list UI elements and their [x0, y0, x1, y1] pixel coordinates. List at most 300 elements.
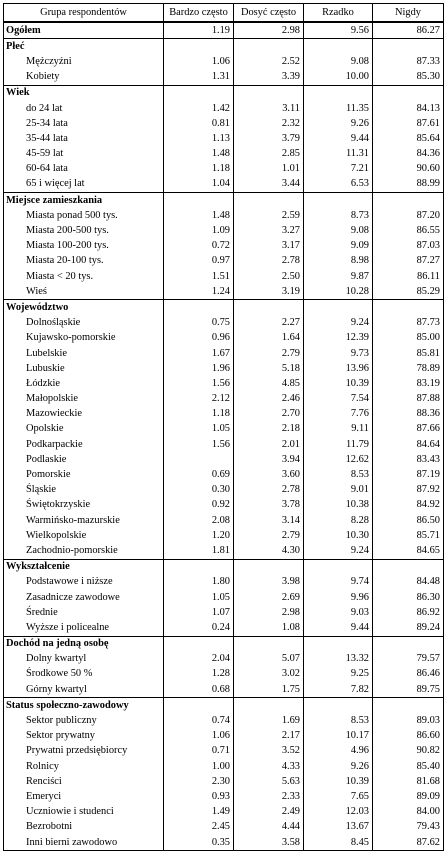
- cell-value: 11.35: [304, 101, 373, 116]
- row-label: Miasta < 20 tys.: [4, 269, 164, 284]
- cell-value: 9.11: [304, 422, 373, 437]
- table-row: [4, 483, 444, 498]
- cell-value: 87.73: [373, 316, 444, 331]
- table-row: [4, 392, 444, 407]
- row-label: Środkowe 50 %: [4, 667, 164, 682]
- table-row: [4, 744, 444, 759]
- row-label: Lubelskie: [4, 346, 164, 361]
- cell-value: 9.01: [304, 483, 373, 498]
- cell-value: 87.03: [373, 239, 444, 254]
- table-row: [4, 101, 444, 116]
- cell-value: 1.42: [164, 101, 234, 116]
- row-label: Zasadnicze zawodowe: [4, 590, 164, 605]
- row-label: Podstawowe i niższe: [4, 575, 164, 590]
- cell-value: 86.27: [373, 22, 444, 39]
- table-row: [4, 177, 444, 193]
- empty-cell: [373, 636, 444, 652]
- cell-value: 86.55: [373, 223, 444, 238]
- cell-value: 4.30: [234, 543, 304, 559]
- group-header-row: [4, 636, 444, 652]
- row-label: Sektor publiczny: [4, 713, 164, 728]
- table-row: [4, 528, 444, 543]
- table-row: [4, 667, 444, 682]
- cell-value: 0.74: [164, 713, 234, 728]
- cell-value: 88.99: [373, 177, 444, 193]
- cell-value: 84.00: [373, 805, 444, 820]
- cell-value: 88.36: [373, 407, 444, 422]
- cell-value: 79.43: [373, 820, 444, 835]
- row-label: do 24 lat: [4, 101, 164, 116]
- table-row: [4, 682, 444, 698]
- cell-value: 0.72: [164, 239, 234, 254]
- row-label: Sektor prywatny: [4, 729, 164, 744]
- cell-value: 0.93: [164, 789, 234, 804]
- row-label: Podkarpackie: [4, 437, 164, 452]
- table-row: [4, 131, 444, 146]
- cell-value: 8.53: [304, 467, 373, 482]
- table-row: [4, 422, 444, 437]
- cell-value: 10.39: [304, 376, 373, 391]
- cell-value: 3.17: [234, 239, 304, 254]
- cell-value: 1.56: [164, 437, 234, 452]
- cell-value: 87.66: [373, 422, 444, 437]
- row-label: Uczniowie i studenci: [4, 805, 164, 820]
- cell-value: 12.62: [304, 452, 373, 467]
- table-row: [4, 620, 444, 636]
- group-title: Status społeczno-zawodowy: [4, 698, 164, 714]
- row-label: Wyższe i policealne: [4, 620, 164, 636]
- empty-cell: [373, 193, 444, 209]
- table-row: [4, 162, 444, 177]
- cell-value: 9.08: [304, 223, 373, 238]
- empty-cell: [304, 698, 373, 714]
- cell-value: 11.31: [304, 147, 373, 162]
- table-row: [4, 437, 444, 452]
- cell-value: 84.36: [373, 147, 444, 162]
- cell-value: 8.98: [304, 254, 373, 269]
- group-title: Województwo: [4, 300, 164, 316]
- cell-value: 10.30: [304, 528, 373, 543]
- cell-value: 1.48: [164, 147, 234, 162]
- cell-value: 7.54: [304, 392, 373, 407]
- group-title: Miejsce zamieszkania: [4, 193, 164, 209]
- cell-value: 89.03: [373, 713, 444, 728]
- table-row: [4, 361, 444, 376]
- cell-value: [164, 452, 234, 467]
- header-group: Grupa respondentów: [4, 4, 164, 23]
- total-label: Ogółem: [4, 22, 164, 39]
- cell-value: 4.44: [234, 820, 304, 835]
- table-container: [3, 3, 444, 851]
- cell-value: 0.35: [164, 835, 234, 851]
- cell-value: 2.79: [234, 528, 304, 543]
- cell-value: 1.96: [164, 361, 234, 376]
- cell-value: 2.30: [164, 774, 234, 789]
- cell-value: 85.40: [373, 759, 444, 774]
- row-label: Śląskie: [4, 483, 164, 498]
- cell-value: 2.59: [234, 208, 304, 223]
- cell-value: 2.78: [234, 254, 304, 269]
- row-label: Małopolskie: [4, 392, 164, 407]
- cell-value: 1.09: [164, 223, 234, 238]
- table-row: [4, 223, 444, 238]
- row-label: Dolnośląskie: [4, 316, 164, 331]
- cell-value: 90.82: [373, 744, 444, 759]
- cell-value: 13.32: [304, 652, 373, 667]
- cell-value: 1.01: [234, 162, 304, 177]
- empty-cell: [164, 300, 234, 316]
- cell-value: 10.00: [304, 70, 373, 86]
- cell-value: 1.00: [164, 759, 234, 774]
- cell-value: 3.52: [234, 744, 304, 759]
- empty-cell: [373, 300, 444, 316]
- cell-value: 10.38: [304, 498, 373, 513]
- cell-value: 89.24: [373, 620, 444, 636]
- empty-cell: [234, 698, 304, 714]
- table-row: [4, 254, 444, 269]
- table-row: [4, 376, 444, 391]
- cell-value: 4.85: [234, 376, 304, 391]
- cell-value: 0.69: [164, 467, 234, 482]
- row-label: Lubuskie: [4, 361, 164, 376]
- cell-value: 0.30: [164, 483, 234, 498]
- cell-value: 83.43: [373, 452, 444, 467]
- row-label: Świętokrzyskie: [4, 498, 164, 513]
- empty-cell: [234, 300, 304, 316]
- cell-value: 87.20: [373, 208, 444, 223]
- empty-cell: [373, 698, 444, 714]
- group-title: Wykształcenie: [4, 559, 164, 575]
- cell-value: 2.98: [234, 605, 304, 620]
- row-label: Prywatni przedsiębiorcy: [4, 744, 164, 759]
- cell-value: 0.68: [164, 682, 234, 698]
- row-label: 25-34 lata: [4, 116, 164, 131]
- cell-value: 8.45: [304, 835, 373, 851]
- cell-value: 87.27: [373, 254, 444, 269]
- row-label: Miasta 200-500 tys.: [4, 223, 164, 238]
- cell-value: 1.04: [164, 177, 234, 193]
- cell-value: 87.88: [373, 392, 444, 407]
- cell-value: 87.33: [373, 54, 444, 69]
- group-title: Płeć: [4, 39, 164, 55]
- row-label: Pomorskie: [4, 467, 164, 482]
- table-row: [4, 116, 444, 131]
- header-never: Nigdy: [373, 4, 444, 23]
- row-label: Renciści: [4, 774, 164, 789]
- cell-value: 2.33: [234, 789, 304, 804]
- row-label: Warmińsko-mazurskie: [4, 513, 164, 528]
- cell-value: 1.08: [234, 620, 304, 636]
- row-label: Mazowieckie: [4, 407, 164, 422]
- cell-value: 1.05: [164, 422, 234, 437]
- table-row: [4, 713, 444, 728]
- cell-value: 0.81: [164, 116, 234, 131]
- cell-value: 2.04: [164, 652, 234, 667]
- cell-value: 1.24: [164, 284, 234, 300]
- cell-value: 12.39: [304, 331, 373, 346]
- row-label: Mężczyźni: [4, 54, 164, 69]
- empty-cell: [234, 636, 304, 652]
- row-label: Dolny kwartyl: [4, 652, 164, 667]
- empty-cell: [234, 85, 304, 101]
- cell-value: 0.96: [164, 331, 234, 346]
- cell-value: 13.67: [304, 820, 373, 835]
- empty-cell: [373, 85, 444, 101]
- table-row: [4, 835, 444, 851]
- group-header-row: [4, 193, 444, 209]
- table-row: [4, 208, 444, 223]
- cell-value: 86.60: [373, 729, 444, 744]
- cell-value: 89.09: [373, 789, 444, 804]
- empty-cell: [234, 39, 304, 55]
- cell-value: 4.33: [234, 759, 304, 774]
- cell-value: 78.89: [373, 361, 444, 376]
- empty-cell: [164, 636, 234, 652]
- cell-value: 2.49: [234, 805, 304, 820]
- cell-value: 10.17: [304, 729, 373, 744]
- row-label: Bezrobotni: [4, 820, 164, 835]
- table-row: [4, 54, 444, 69]
- row-label: Emeryci: [4, 789, 164, 804]
- table-row: [4, 407, 444, 422]
- table-body: [4, 22, 444, 851]
- total-row: [4, 22, 444, 39]
- cell-value: 9.26: [304, 759, 373, 774]
- cell-value: 81.68: [373, 774, 444, 789]
- cell-value: 3.60: [234, 467, 304, 482]
- group-header-row: [4, 39, 444, 55]
- cell-value: 9.08: [304, 54, 373, 69]
- row-label: Górny kwartyl: [4, 682, 164, 698]
- row-label: Rolnicy: [4, 759, 164, 774]
- table-row: [4, 269, 444, 284]
- table-row: [4, 820, 444, 835]
- cell-value: 79.57: [373, 652, 444, 667]
- cell-value: 2.12: [164, 392, 234, 407]
- cell-value: 3.58: [234, 835, 304, 851]
- cell-value: 1.31: [164, 70, 234, 86]
- empty-cell: [234, 193, 304, 209]
- cell-value: 86.50: [373, 513, 444, 528]
- header-row: [4, 4, 444, 23]
- cell-value: 0.97: [164, 254, 234, 269]
- row-label: Średnie: [4, 605, 164, 620]
- cell-value: 2.27: [234, 316, 304, 331]
- table-row: [4, 284, 444, 300]
- cell-value: 9.09: [304, 239, 373, 254]
- table-row: [4, 452, 444, 467]
- cell-value: 86.92: [373, 605, 444, 620]
- table-row: [4, 805, 444, 820]
- table-row: [4, 346, 444, 361]
- empty-cell: [164, 85, 234, 101]
- cell-value: 1.20: [164, 528, 234, 543]
- cell-value: 7.82: [304, 682, 373, 698]
- cell-value: 1.69: [234, 713, 304, 728]
- cell-value: 1.81: [164, 543, 234, 559]
- cell-value: 2.45: [164, 820, 234, 835]
- cell-value: 85.29: [373, 284, 444, 300]
- cell-value: 9.44: [304, 620, 373, 636]
- cell-value: 2.70: [234, 407, 304, 422]
- cell-value: 9.24: [304, 316, 373, 331]
- row-label: Kujawsko-pomorskie: [4, 331, 164, 346]
- row-label: 65 i więcej lat: [4, 177, 164, 193]
- cell-value: 1.28: [164, 667, 234, 682]
- cell-value: 5.18: [234, 361, 304, 376]
- cell-value: 1.05: [164, 590, 234, 605]
- row-label: Kobiety: [4, 70, 164, 86]
- empty-cell: [164, 698, 234, 714]
- table-row: [4, 70, 444, 86]
- table-row: [4, 467, 444, 482]
- row-label: Miasta 20-100 tys.: [4, 254, 164, 269]
- table-row: [4, 498, 444, 513]
- cell-value: 1.49: [164, 805, 234, 820]
- cell-value: 85.64: [373, 131, 444, 146]
- cell-value: 9.87: [304, 269, 373, 284]
- group-header-row: [4, 85, 444, 101]
- cell-value: 1.56: [164, 376, 234, 391]
- cell-value: 84.92: [373, 498, 444, 513]
- cell-value: 8.73: [304, 208, 373, 223]
- empty-cell: [304, 85, 373, 101]
- cell-value: 7.65: [304, 789, 373, 804]
- cell-value: 87.61: [373, 116, 444, 131]
- row-label: Miasta 100-200 tys.: [4, 239, 164, 254]
- header-very-often: Bardzo często: [164, 4, 234, 23]
- cell-value: 5.63: [234, 774, 304, 789]
- cell-value: 1.13: [164, 131, 234, 146]
- cell-value: 2.98: [234, 22, 304, 39]
- cell-value: 87.92: [373, 483, 444, 498]
- cell-value: 3.02: [234, 667, 304, 682]
- cell-value: 10.28: [304, 284, 373, 300]
- cell-value: 2.69: [234, 590, 304, 605]
- table-row: [4, 575, 444, 590]
- table-row: [4, 543, 444, 559]
- cell-value: 84.48: [373, 575, 444, 590]
- group-header-row: [4, 300, 444, 316]
- cell-value: 8.53: [304, 713, 373, 728]
- row-label: 60-64 lata: [4, 162, 164, 177]
- cell-value: 1.18: [164, 407, 234, 422]
- cell-value: 1.80: [164, 575, 234, 590]
- cell-value: 7.76: [304, 407, 373, 422]
- cell-value: 9.74: [304, 575, 373, 590]
- table-row: [4, 759, 444, 774]
- cell-value: 3.14: [234, 513, 304, 528]
- empty-cell: [304, 193, 373, 209]
- cell-value: 12.03: [304, 805, 373, 820]
- cell-value: 2.01: [234, 437, 304, 452]
- cell-value: 87.19: [373, 467, 444, 482]
- cell-value: 9.24: [304, 543, 373, 559]
- row-label: 45-59 lat: [4, 147, 164, 162]
- row-label: Wielkopolskie: [4, 528, 164, 543]
- cell-value: 13.96: [304, 361, 373, 376]
- cell-value: 2.46: [234, 392, 304, 407]
- row-label: Inni bierni zawodowo: [4, 835, 164, 851]
- cell-value: 3.11: [234, 101, 304, 116]
- cell-value: 84.65: [373, 543, 444, 559]
- empty-cell: [164, 39, 234, 55]
- table-row: [4, 729, 444, 744]
- cell-value: 9.25: [304, 667, 373, 682]
- row-label: Podlaskie: [4, 452, 164, 467]
- header-quite-often: Dosyć często: [234, 4, 304, 23]
- cell-value: 9.96: [304, 590, 373, 605]
- cell-value: 2.32: [234, 116, 304, 131]
- cell-value: 10.39: [304, 774, 373, 789]
- cell-value: 3.39: [234, 70, 304, 86]
- cell-value: 3.98: [234, 575, 304, 590]
- cell-value: 85.71: [373, 528, 444, 543]
- cell-value: 2.18: [234, 422, 304, 437]
- cell-value: 1.75: [234, 682, 304, 698]
- group-header-row: [4, 698, 444, 714]
- cell-value: 85.00: [373, 331, 444, 346]
- cell-value: 89.75: [373, 682, 444, 698]
- table-row: [4, 774, 444, 789]
- row-label: Wieś: [4, 284, 164, 300]
- cell-value: 2.85: [234, 147, 304, 162]
- empty-cell: [164, 193, 234, 209]
- cell-value: 2.78: [234, 483, 304, 498]
- table-row: [4, 331, 444, 346]
- cell-value: 1.06: [164, 729, 234, 744]
- cell-value: 1.18: [164, 162, 234, 177]
- row-label: Miasta ponad 500 tys.: [4, 208, 164, 223]
- cell-value: 11.79: [304, 437, 373, 452]
- cell-value: 6.53: [304, 177, 373, 193]
- cell-value: 87.62: [373, 835, 444, 851]
- cell-value: 83.19: [373, 376, 444, 391]
- row-label: Opolskie: [4, 422, 164, 437]
- header-rarely: Rzadko: [304, 4, 373, 23]
- cell-value: 8.28: [304, 513, 373, 528]
- group-title: Wiek: [4, 85, 164, 101]
- empty-cell: [304, 636, 373, 652]
- cell-value: 84.64: [373, 437, 444, 452]
- cell-value: 3.27: [234, 223, 304, 238]
- row-label: Łódzkie: [4, 376, 164, 391]
- cell-value: 3.94: [234, 452, 304, 467]
- cell-value: 3.19: [234, 284, 304, 300]
- cell-value: 3.44: [234, 177, 304, 193]
- cell-value: 0.92: [164, 498, 234, 513]
- cell-value: 84.13: [373, 101, 444, 116]
- cell-value: 86.11: [373, 269, 444, 284]
- cell-value: 2.79: [234, 346, 304, 361]
- cell-value: 2.52: [234, 54, 304, 69]
- cell-value: 3.78: [234, 498, 304, 513]
- cell-value: 9.03: [304, 605, 373, 620]
- cell-value: 9.26: [304, 116, 373, 131]
- cell-value: 85.81: [373, 346, 444, 361]
- empty-cell: [373, 559, 444, 575]
- cell-value: 9.44: [304, 131, 373, 146]
- empty-cell: [304, 300, 373, 316]
- cell-value: 3.79: [234, 131, 304, 146]
- table-row: [4, 513, 444, 528]
- cell-value: 9.56: [304, 22, 373, 39]
- cell-value: 0.71: [164, 744, 234, 759]
- empty-cell: [304, 559, 373, 575]
- empty-cell: [164, 559, 234, 575]
- table-row: [4, 605, 444, 620]
- row-label: 35-44 lata: [4, 131, 164, 146]
